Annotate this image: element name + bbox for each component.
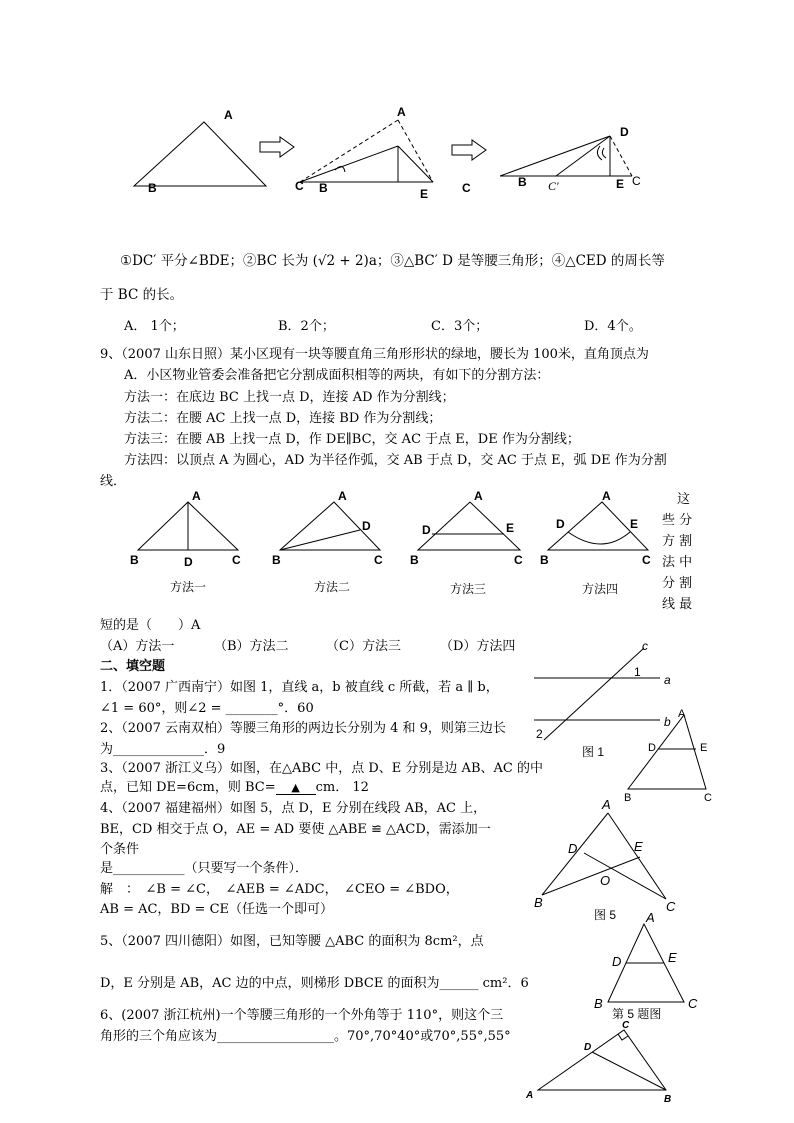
fill-q6-line2: 角形的三个角应该为__________________。70°,70°40°或70°,55°,55° xyxy=(100,1029,511,1044)
q9-method2: 方法二：在腰 AC 上找一点 D，连接 BD 作为分割线； xyxy=(124,411,442,426)
f5-label-d: D xyxy=(568,841,578,856)
fig3-label-e: E xyxy=(616,177,625,191)
fill-q5-line2: D，E 分别是 AB，AC 边的中点，则梯形 DBCE 的面积为______ cm²．6 xyxy=(100,976,529,991)
q9-method4-cont: 线． xyxy=(100,474,127,489)
angle-1: 1 xyxy=(634,665,641,679)
m4-label-d: D xyxy=(556,517,565,531)
q8-statement: ①DC′ 平分∠BDE；②BC 长为 (√2 + 2)a；③△BC′ D 是等腰三角形；④△CED 的周长等 xyxy=(120,253,665,269)
figure-5-crossing xyxy=(530,795,690,925)
q9-tail: 短的是（ ）A xyxy=(100,618,201,633)
q8-option-c: C．3个； xyxy=(431,319,489,334)
fill-q2-line1: 2、（2007 云南双柏）等腰三角形的两边长分别为 4 和 9，则第三边长 xyxy=(100,721,506,736)
fill-q2-line2: 为______________．9 xyxy=(100,742,226,757)
fig2-label-c2: C xyxy=(462,181,471,195)
m3-label-c: C xyxy=(514,553,523,567)
q8-option-a: A． 1个； xyxy=(124,319,185,334)
fig2-label-c: C xyxy=(295,179,304,193)
f5-label-a: A xyxy=(602,797,611,812)
label-b: b xyxy=(664,715,671,729)
fill-q4-line4: 是___________（只要写一个条件）． xyxy=(100,861,309,876)
tri-label-e: E xyxy=(700,742,708,754)
fill-q3-post: cm． 12 xyxy=(315,780,369,795)
q5-label-e: E xyxy=(668,950,677,965)
q9-side-top: 这 xyxy=(677,492,691,507)
fig2-label-b: B xyxy=(319,181,328,195)
tri-label-c: C xyxy=(704,792,712,804)
fig3-label-cprime: C′ xyxy=(548,179,559,193)
q9-method4: 方法四：以顶点 A 为圆心，AD 为半径作弧，交 AB 于点 D，交 AC 于点 E，弧 DE 作为分割 xyxy=(124,453,667,468)
q9-side-row4: 分 割 xyxy=(662,576,693,591)
caption-method3: 方法三 xyxy=(450,582,487,596)
m2-label-a: A xyxy=(338,489,347,503)
m3-label-b: B xyxy=(410,553,419,567)
q9-side-row5: 线 最 xyxy=(662,597,693,612)
caption-method4: 方法四 xyxy=(582,582,619,596)
fig1-label-b: B xyxy=(148,181,157,195)
fill-q3-line2 xyxy=(100,776,369,795)
fig1-label-a: A xyxy=(224,108,233,122)
fig3-label-c: C xyxy=(632,174,641,188)
blank-with-triangle: ▲ xyxy=(276,781,316,795)
f5-label-b: B xyxy=(534,895,543,910)
q8-option-b: B．2个； xyxy=(278,319,335,334)
tri-label-d: D xyxy=(648,742,656,754)
m3-label-d: D xyxy=(422,523,431,537)
fill-q6-line1: 6、(2007 浙江杭州)一个等腰三角形的一个外角等于 110°，则这个三 xyxy=(100,1008,504,1023)
q8-option-d: D．4个。 xyxy=(584,319,642,334)
q5-label-d: D xyxy=(612,954,622,969)
m2-label-b: B xyxy=(272,553,281,567)
f5-label-e: E xyxy=(634,839,643,854)
label-a: a xyxy=(664,673,671,687)
q9-side-row3: 法 中 xyxy=(662,555,693,570)
hollow-arrow-icon xyxy=(260,137,294,157)
tri-label-a: A xyxy=(678,708,686,720)
fill-q3-line1: 3、（2007 浙江义乌）如图，在△ABC 中，点 D、E 分别是边 AB、AC 的中 xyxy=(100,761,543,776)
last-label-c: C xyxy=(622,1020,630,1031)
q9-side-row1: 些 分 xyxy=(662,513,693,528)
q9-method3: 方法三：在腰 AB 上找一点 D，作 DE∥BC，交 AC 于点 E，DE 作为分割线； xyxy=(124,432,580,447)
q5-label-a: A xyxy=(646,910,655,925)
last-label-a: A xyxy=(526,1090,534,1101)
m4-label-b: B xyxy=(540,553,549,567)
angle-2: 2 xyxy=(536,727,543,741)
triangle-fold-step2 xyxy=(500,136,632,176)
fill-q3-pre: 点，已知 DE=6cm，则 BC= xyxy=(100,780,276,795)
m1-label-d: D xyxy=(184,555,193,569)
m1-label-b: B xyxy=(130,553,139,567)
fig3-label-d: D xyxy=(620,125,629,139)
m2-label-d: D xyxy=(362,519,371,533)
q5-caption: 第 5 题图 xyxy=(612,1007,662,1020)
q5-label-c: C xyxy=(688,996,698,1011)
q9-option-a: （A）方法一 xyxy=(100,639,175,654)
q9-method1: 方法一：在底边 BC 上找一点 D，连接 AD 作为分割线； xyxy=(124,390,455,405)
m4-label-c: C xyxy=(642,553,651,567)
q9-option-c: （C）方法三 xyxy=(326,639,401,654)
fill-q4-line1: 4、（2007 福建福州）如图 5，点 D，E 分别在线段 AB，AC 上， xyxy=(100,801,487,816)
m3-label-a: A xyxy=(474,489,483,503)
m4-label-a: A xyxy=(602,489,611,503)
fig2-label-a: A xyxy=(397,105,406,119)
fig1-caption: 图 1 xyxy=(582,745,605,759)
q9-option-b: （B）方法二 xyxy=(214,639,289,654)
top-figure-strip xyxy=(120,100,660,205)
q9-line1: 9、（2007 山东日照）某小区现有一块等腰直角三角形形状的绿地，腰长为 100米，直角顶点为 xyxy=(100,347,649,362)
hollow-arrow-icon xyxy=(452,140,486,160)
figure-triangle-midline xyxy=(620,705,720,805)
fig2-label-e: E xyxy=(420,187,429,201)
f5-label-o: O xyxy=(600,873,611,888)
method-figures xyxy=(128,488,656,603)
q5-label-b: B xyxy=(594,996,603,1011)
m2-label-c: C xyxy=(374,553,383,567)
triangle-fold-step1 xyxy=(300,120,433,182)
last-label-b: B xyxy=(664,1094,672,1103)
caption-method1: 方法一 xyxy=(170,580,207,594)
triangle-abc-original xyxy=(134,122,266,186)
m4-label-e: E xyxy=(630,517,639,531)
fill-q4-solution: 解 ： ∠B = ∠C， ∠AEB = ∠ADC， ∠CEO = ∠BDO， xyxy=(100,882,459,897)
fill-q1-line2: ∠1 = 60°，则∠2 = ________°．60 xyxy=(100,701,314,716)
last-label-d: D xyxy=(584,1042,592,1053)
label-c: c xyxy=(642,640,648,653)
q9-line2: A．小区物业管委会准备把它分割成面积相等的两块，有如下的分割方法： xyxy=(124,368,550,383)
fig3-label-b: B xyxy=(518,175,527,189)
section-title: 二、填空题 xyxy=(100,659,166,674)
fill-q4-line3: 个条件 xyxy=(100,842,140,857)
fill-q4-solution-cont: AB = AC，BD = CE（任选一个即可） xyxy=(100,902,334,917)
caption-method2: 方法二 xyxy=(314,580,351,594)
m1-label-c: C xyxy=(232,553,241,567)
fill-q1-line1: 1．（2007 广西南宁）如图 1，直线 a，b 被直线 c 所截，若 a ∥ b， xyxy=(100,680,499,695)
fill-q5-line1: 5、（2007 四川德阳）如图，已知等腰 △ABC 的面积为 8cm²，点 xyxy=(100,934,484,949)
tri-label-b: B xyxy=(624,792,632,804)
q8-statement-cont: 于 BC 的长。 xyxy=(100,287,184,303)
fig5-caption: 图 5 xyxy=(594,908,617,922)
m3-label-e: E xyxy=(506,521,515,535)
figure-right-triangle xyxy=(520,1018,680,1103)
figure-q5-trapezoid xyxy=(588,910,708,1020)
fill-q4-line2: BE，CD 相交于点 O，AE = AD 要使 △ABE ≌ △ACD，需添加一 xyxy=(100,822,491,837)
m1-label-a: A xyxy=(192,489,201,503)
q9-option-d: （D）方法四 xyxy=(440,639,516,654)
f5-label-c: C xyxy=(666,899,676,914)
q9-side-row2: 方 割 xyxy=(662,534,693,549)
